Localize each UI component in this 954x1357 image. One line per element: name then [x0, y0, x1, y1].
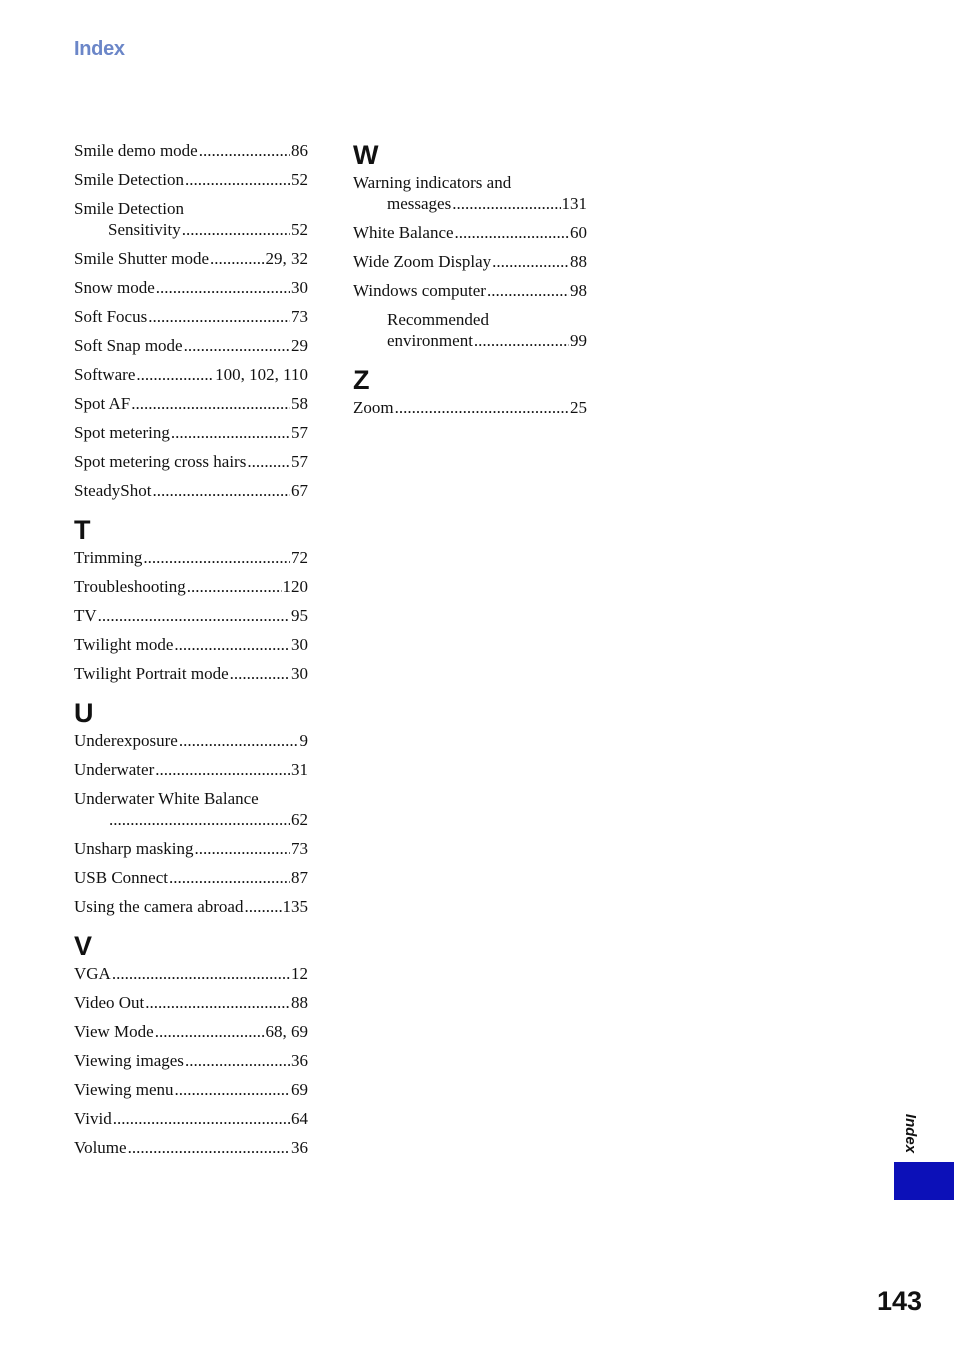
index-entry [74, 730, 308, 751]
index-page-ref: 131 [561, 194, 587, 213]
index-entry-line [74, 306, 308, 327]
index-entry-line [74, 335, 308, 356]
index-term: Smile Detection [74, 199, 185, 218]
index-page-ref: 67 [291, 481, 308, 500]
index-page-ref: 52 [291, 220, 308, 239]
index-term: VGA [74, 964, 111, 983]
index-term: Using the camera abroad [74, 897, 244, 916]
page-number: 143 [876, 1286, 922, 1316]
index-entry-line [74, 364, 308, 385]
index-page-ref: 58 [291, 394, 308, 413]
index-term: View Mode [74, 1022, 154, 1041]
index-entry-line [74, 992, 308, 1013]
dot-leader [175, 1079, 290, 1100]
index-page-ref: 57 [291, 423, 308, 442]
index-page-ref: 30 [291, 635, 308, 654]
index-entry [74, 422, 308, 443]
index-page-ref: 12 [291, 964, 308, 983]
dot-leader [179, 730, 299, 751]
index-column-left [74, 140, 308, 1166]
dot-leader [145, 992, 290, 1013]
index-entry [74, 480, 308, 501]
index-column-right [353, 140, 587, 426]
page-header-title: Index [74, 38, 125, 60]
index-term: Twilight mode [74, 635, 174, 654]
side-tab-label: Index [902, 1113, 920, 1153]
index-page-ref: 57 [291, 452, 308, 471]
index-term: Vivid [74, 1109, 112, 1128]
index-entry-line [74, 788, 308, 809]
index-entry-continuation [74, 809, 308, 830]
index-entry-line [74, 730, 308, 751]
index-entry [74, 393, 308, 414]
index-entry-continuation [353, 193, 587, 214]
dot-leader [131, 393, 290, 414]
index-page-ref: 52 [291, 170, 308, 189]
index-entry-line [74, 393, 308, 414]
index-page-ref: 120 [282, 577, 308, 596]
index-page-ref: 31 [291, 760, 308, 779]
index-page-ref: 69 [291, 1080, 308, 1099]
index-entry-line [353, 222, 587, 243]
index-entry [353, 309, 587, 351]
dot-leader [474, 330, 569, 351]
index-entry [74, 992, 308, 1013]
index-page-ref: 73 [291, 307, 308, 326]
index-term: Underwater [74, 760, 155, 779]
index-entry-line [74, 634, 308, 655]
index-term: Smile Detection [74, 170, 185, 189]
dot-leader [112, 963, 290, 984]
index-section-letter: Z [353, 365, 369, 395]
index-term: Sensitivity [108, 220, 181, 239]
index-entry [74, 140, 308, 161]
dot-leader [155, 759, 290, 780]
index-entry-line [74, 198, 308, 219]
dot-leader [247, 451, 290, 472]
index-term: Spot metering [74, 423, 170, 442]
index-page-ref: 86 [291, 141, 308, 160]
index-term: Trimming [74, 548, 143, 567]
index-page-ref: 87 [291, 868, 308, 887]
side-tab-marker [894, 1162, 954, 1200]
index-term: Viewing images [74, 1051, 184, 1070]
dot-leader [182, 219, 290, 240]
index-term: Soft Snap mode [74, 336, 183, 355]
index-entry-line [74, 896, 308, 917]
index-entry [74, 364, 308, 385]
index-term: Zoom [353, 398, 394, 417]
index-entry-line [74, 422, 308, 443]
index-term: Soft Focus [74, 307, 148, 326]
index-entry-line [74, 1137, 308, 1158]
dot-leader [492, 251, 569, 272]
index-section-letter: T [74, 515, 90, 545]
dot-leader [230, 663, 290, 684]
dot-leader [194, 838, 290, 859]
index-term: Smile demo mode [74, 141, 198, 160]
dot-leader [113, 1108, 290, 1129]
index-entry-line [74, 663, 308, 684]
dot-leader [109, 809, 290, 830]
dot-leader [210, 248, 264, 269]
index-entry [353, 397, 587, 418]
index-entry-line [74, 759, 308, 780]
index-term: Underexposure [74, 731, 178, 750]
index-entry-line [74, 838, 308, 859]
dot-leader [185, 1050, 290, 1071]
index-page-ref: 73 [291, 839, 308, 858]
index-page-ref: 25 [570, 398, 587, 417]
index-term: White Balance [353, 223, 454, 242]
dot-leader [98, 605, 290, 626]
index-page-ref: 99 [570, 331, 587, 350]
index-entry-line [74, 169, 308, 190]
index-entry [74, 1050, 308, 1071]
index-section-letter: U [74, 698, 93, 728]
dot-leader [487, 280, 569, 301]
index-term: USB Connect [74, 868, 168, 887]
index-term: Snow mode [74, 278, 155, 297]
index-entry-line [74, 1079, 308, 1100]
index-page-ref: 72 [291, 548, 308, 567]
index-entry [74, 198, 308, 240]
index-page-ref: 36 [291, 1051, 308, 1070]
index-entry [353, 280, 587, 301]
dot-leader [169, 867, 290, 888]
index-section-letter: W [353, 140, 378, 170]
index-entry [353, 222, 587, 243]
dot-leader [395, 397, 569, 418]
dot-leader [171, 422, 290, 443]
index-page-ref: 30 [291, 664, 308, 683]
index-entry [74, 248, 308, 269]
index-page-ref: 36 [291, 1138, 308, 1157]
dot-leader [155, 1021, 265, 1042]
index-entry-line [74, 140, 308, 161]
index-entry [74, 788, 308, 830]
index-entry-line [353, 397, 587, 418]
index-entry-line [74, 1108, 308, 1129]
dot-leader [199, 140, 290, 161]
index-term: Spot AF [74, 394, 131, 413]
index-entry [74, 547, 308, 568]
index-term: Software [74, 365, 136, 384]
index-entry [74, 335, 308, 356]
dot-leader [143, 547, 290, 568]
dot-leader [174, 634, 290, 655]
index-term: Smile Shutter mode [74, 249, 210, 268]
dot-leader [136, 364, 214, 385]
index-entry [74, 1021, 308, 1042]
index-term: messages [387, 194, 452, 213]
index-entry [74, 576, 308, 597]
index-entry-line [74, 248, 308, 269]
index-entry-line [74, 480, 308, 501]
index-term: Volume [74, 1138, 127, 1157]
index-entry [74, 963, 308, 984]
index-page-ref: 88 [291, 993, 308, 1012]
index-section-letter: V [74, 931, 92, 961]
index-entry [353, 172, 587, 214]
dot-leader [455, 222, 569, 243]
index-page-ref: 29, 32 [265, 249, 308, 268]
index-entry [74, 896, 308, 917]
dot-leader [452, 193, 560, 214]
index-entry [74, 605, 308, 626]
index-entry-line [74, 547, 308, 568]
index-page-ref: 95 [291, 606, 308, 625]
dot-leader [152, 480, 290, 501]
index-entry [74, 1137, 308, 1158]
index-entry [74, 759, 308, 780]
index-term: Underwater White Balance [74, 789, 259, 808]
index-term: Warning indicators and [353, 173, 512, 192]
index-term: TV [74, 606, 97, 625]
index-term: Windows computer [353, 281, 486, 300]
index-page-ref: 68, 69 [265, 1022, 308, 1041]
index-page-ref: 98 [570, 281, 587, 300]
index-entry-line [74, 1021, 308, 1042]
index-term: Wide Zoom Display [353, 252, 492, 271]
index-entry-line [74, 963, 308, 984]
index-page-ref: 135 [282, 897, 308, 916]
index-entry [74, 1079, 308, 1100]
index-term: Twilight Portrait mode [74, 664, 229, 683]
index-term: SteadyShot [74, 481, 152, 500]
dot-leader [148, 306, 290, 327]
index-entry-line [353, 309, 587, 330]
index-term: Troubleshooting [74, 577, 186, 596]
dot-leader [185, 169, 290, 190]
dot-leader [128, 1137, 290, 1158]
index-entry [74, 867, 308, 888]
index-term: Unsharp masking [74, 839, 194, 858]
dot-leader [156, 277, 290, 298]
dot-leader [187, 576, 282, 597]
index-entry [74, 663, 308, 684]
index-entry-line [74, 605, 308, 626]
index-entry-line [74, 1050, 308, 1071]
dot-leader [244, 896, 281, 917]
index-entry-line [74, 451, 308, 472]
index-entry [74, 838, 308, 859]
index-entry-line [353, 251, 587, 272]
index-entry-line [74, 576, 308, 597]
index-entry-continuation [74, 219, 308, 240]
index-term: Viewing menu [74, 1080, 174, 1099]
index-entry-line [353, 280, 587, 301]
index-entry [74, 169, 308, 190]
index-term: Spot metering cross hairs [74, 452, 247, 471]
dot-leader [184, 335, 290, 356]
index-page-ref: 29 [291, 336, 308, 355]
index-entry [74, 634, 308, 655]
index-entry [74, 277, 308, 298]
index-page-ref: 9 [299, 731, 308, 750]
index-entry-line [74, 867, 308, 888]
index-entry-continuation [353, 330, 587, 351]
index-page-ref: 30 [291, 278, 308, 297]
index-entry [74, 1108, 308, 1129]
index-entry [74, 451, 308, 472]
index-entry [74, 306, 308, 327]
index-entry [353, 251, 587, 272]
index-page-ref: 60 [570, 223, 587, 242]
index-page-ref: 62 [291, 810, 308, 829]
index-entry-line [74, 277, 308, 298]
index-page-ref: 64 [291, 1109, 308, 1128]
index-term: Recommended [387, 310, 489, 329]
index-page-ref: 100, 102, 110 [215, 365, 308, 384]
index-entry-line [353, 172, 587, 193]
index-term: Video Out [74, 993, 145, 1012]
index-page-ref: 88 [570, 252, 587, 271]
index-term: environment [387, 331, 473, 350]
